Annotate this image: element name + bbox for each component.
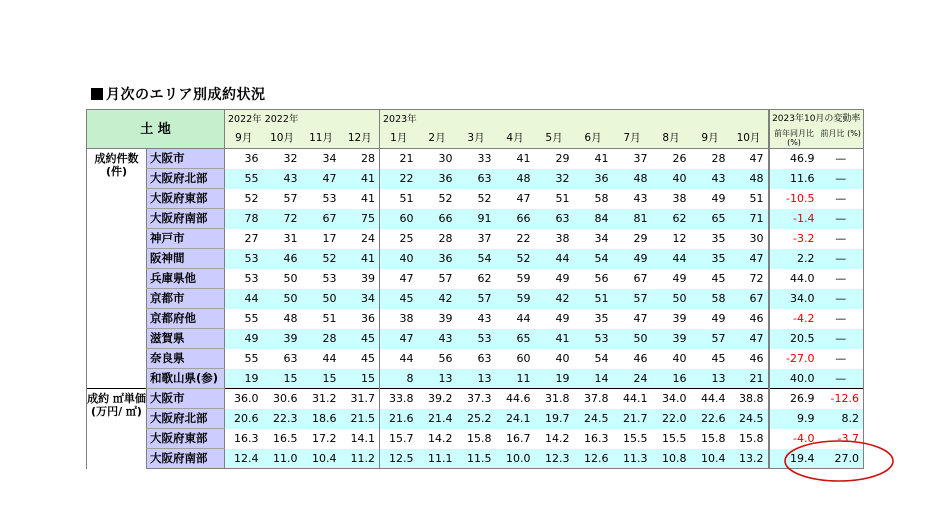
value-cell: 41	[535, 329, 574, 349]
value-cell: 52	[302, 249, 341, 269]
value-cell: 56	[594, 272, 609, 285]
value-cell: 46	[633, 352, 648, 365]
value-cell: 13	[691, 369, 730, 389]
month-header: 5月	[535, 129, 574, 149]
value-cell: 31.2	[302, 389, 341, 409]
yoy-change-cell: 2.2	[769, 249, 819, 269]
value-cell: 55	[244, 312, 259, 325]
value-cell: 44	[652, 249, 691, 269]
month-header: 6月	[574, 129, 613, 149]
value-cell: 51	[574, 289, 613, 309]
value-cell: 38	[672, 192, 687, 205]
month-header: 2月	[418, 129, 457, 149]
value-cell: 39	[438, 312, 453, 325]
value-cell: 47	[302, 169, 341, 189]
value-cell: 32	[535, 169, 574, 189]
section-label: 成約 ㎡単価 (万円/ ㎡)	[87, 389, 147, 469]
value-cell: 56	[438, 352, 453, 365]
value-cell: 47	[730, 249, 769, 269]
value-cell: 36	[418, 169, 457, 189]
value-cell: 14	[574, 369, 613, 389]
value-cell: 28	[361, 152, 375, 166]
value-cell: 15.8	[467, 432, 492, 445]
mom-change-cell: 27.0	[819, 449, 864, 469]
value-cell: 11.0	[263, 449, 302, 469]
value-cell: 12.6	[574, 449, 613, 469]
value-cell: 8	[380, 369, 418, 389]
value-cell: 60	[516, 352, 531, 365]
value-cell: 67	[633, 272, 648, 285]
value-cell: 33.8	[380, 389, 418, 409]
value-cell: 81	[613, 209, 652, 229]
value-cell: 36	[361, 312, 375, 325]
value-cell: 53	[244, 272, 259, 285]
value-cell: 67	[730, 289, 769, 309]
value-cell: 43	[691, 169, 730, 189]
value-cell: 34	[341, 289, 380, 309]
value-cell: 29	[633, 232, 648, 245]
value-cell: 40	[555, 352, 570, 365]
value-cell: 37	[477, 232, 492, 245]
value-cell: 11	[496, 369, 535, 389]
area-name: 和歌山県(参)	[147, 369, 225, 389]
value-cell: 35	[711, 232, 726, 245]
value-cell: 47	[380, 329, 418, 349]
value-cell: 24.5	[574, 409, 613, 429]
value-cell: 15.5	[662, 432, 687, 445]
value-cell: 15.8	[701, 432, 726, 445]
value-cell: 18.6	[302, 409, 341, 429]
value-cell: 33	[477, 152, 492, 166]
value-cell: 15.5	[623, 432, 648, 445]
value-cell: 12.5	[380, 449, 418, 469]
value-cell: 38	[555, 232, 570, 245]
value-cell: 22.3	[263, 409, 302, 429]
value-cell: 51	[322, 312, 337, 325]
value-cell: 21.7	[613, 409, 652, 429]
value-cell: 48	[283, 312, 298, 325]
value-cell: 14.2	[428, 432, 453, 445]
area-name: 兵庫県他	[147, 269, 225, 289]
value-cell: 37	[633, 152, 648, 166]
value-cell: 30	[749, 232, 764, 245]
yoy-change-cell: -1.4	[769, 209, 819, 229]
value-cell: 51	[380, 189, 418, 209]
value-cell: 49	[711, 312, 726, 325]
value-cell: 57	[283, 192, 298, 205]
value-cell: 40	[380, 249, 418, 269]
value-cell: 16.3	[584, 432, 609, 445]
area-name: 大阪府南部	[147, 449, 225, 469]
value-cell: 45	[341, 329, 380, 349]
value-cell: 25	[380, 229, 418, 249]
yoy-change-cell: 19.4	[769, 449, 819, 469]
value-cell: 35	[691, 249, 730, 269]
value-cell: 53	[225, 249, 263, 269]
land-header: 土 地	[87, 110, 225, 149]
value-cell: 36	[244, 152, 259, 166]
mom-change-cell: —	[819, 289, 864, 309]
value-cell: 62	[652, 209, 691, 229]
value-cell: 41	[361, 192, 375, 205]
value-cell: 43	[477, 312, 492, 325]
yoy-change-cell: -4.2	[769, 309, 819, 329]
value-cell: 50	[283, 272, 298, 285]
value-cell: 47	[749, 152, 764, 166]
value-cell: 43	[263, 169, 302, 189]
mom-change-cell: 8.2	[819, 409, 864, 429]
value-cell: 22	[380, 169, 418, 189]
value-cell: 53	[322, 192, 337, 205]
value-cell: 38.8	[730, 389, 769, 409]
value-cell: 32	[283, 152, 298, 166]
month-header: 10月	[263, 129, 302, 149]
value-cell: 57	[457, 289, 496, 309]
section-label: 成約件数 (件)	[87, 149, 147, 389]
value-cell: 36.0	[225, 389, 263, 409]
value-cell: 12.3	[535, 449, 574, 469]
value-cell: 13.2	[730, 449, 769, 469]
area-name: 大阪府北部	[147, 409, 225, 429]
value-cell: 45	[380, 289, 418, 309]
value-cell: 75	[341, 209, 380, 229]
value-cell: 11.1	[418, 449, 457, 469]
value-cell: 67	[302, 209, 341, 229]
value-cell: 41	[594, 152, 609, 166]
value-cell: 48	[613, 169, 652, 189]
value-cell: 16.5	[273, 432, 298, 445]
value-cell: 15.7	[380, 429, 418, 449]
value-cell: 63	[283, 352, 298, 365]
value-cell: 15	[263, 369, 302, 389]
value-cell: 44	[322, 352, 337, 365]
value-cell: 63	[457, 169, 496, 189]
value-cell: 11.2	[341, 449, 380, 469]
mom-change-cell: —	[819, 189, 864, 209]
value-cell: 17	[322, 232, 337, 245]
value-cell: 48	[730, 169, 769, 189]
value-cell: 46	[263, 249, 302, 269]
value-cell: 49	[225, 329, 263, 349]
month-header: 8月	[652, 129, 691, 149]
highlight-ellipse	[785, 441, 893, 481]
value-cell: 39	[672, 312, 687, 325]
value-cell: 49	[672, 272, 687, 285]
mom-change-cell: —	[819, 249, 864, 269]
value-cell: 45	[711, 352, 726, 365]
value-cell: 15.8	[739, 432, 764, 445]
value-cell: 39	[652, 329, 691, 349]
value-cell: 57	[438, 272, 453, 285]
value-cell: 58	[594, 192, 609, 205]
value-cell: 48	[496, 169, 535, 189]
area-name: 滋賀県	[147, 329, 225, 349]
value-cell: 41	[341, 249, 380, 269]
value-cell: 10.4	[691, 449, 730, 469]
value-cell: 21.6	[380, 409, 418, 429]
value-cell: 44.6	[496, 389, 535, 409]
value-cell: 50	[263, 289, 302, 309]
value-cell: 22	[516, 232, 531, 245]
value-cell: 21.5	[341, 409, 380, 429]
mom-change-cell: -3.7	[819, 429, 864, 449]
month-header: 1月	[380, 129, 418, 149]
month-header: 12月	[341, 129, 380, 149]
value-cell: 31.7	[341, 389, 380, 409]
yoy-header: 前年同月比 (%)	[769, 129, 819, 149]
value-cell: 57	[691, 329, 730, 349]
value-cell: 15	[341, 369, 380, 389]
value-cell: 51	[749, 192, 764, 205]
value-cell: 66	[418, 209, 457, 229]
yoy-change-cell: -10.5	[769, 189, 819, 209]
value-cell: 44	[516, 312, 531, 325]
value-cell: 54	[594, 352, 609, 365]
value-cell: 46	[749, 312, 764, 325]
value-cell: 19	[225, 369, 263, 389]
area-name: 京都市	[147, 289, 225, 309]
area-name: 大阪府東部	[147, 189, 225, 209]
value-cell: 65	[496, 329, 535, 349]
value-cell: 37.8	[574, 389, 613, 409]
value-cell: 52	[244, 192, 259, 205]
value-cell: 57	[613, 289, 652, 309]
value-cell: 17.2	[312, 432, 337, 445]
value-cell: 72	[749, 272, 764, 285]
year-2023-header: 2023年	[380, 110, 769, 130]
value-cell: 43	[418, 329, 457, 349]
yoy-change-cell: 40.0	[769, 369, 819, 389]
area-name: 阪神間	[147, 249, 225, 269]
value-cell: 58	[691, 289, 730, 309]
area-name: 京都府他	[147, 309, 225, 329]
value-cell: 31.8	[535, 389, 574, 409]
value-cell: 38	[380, 309, 418, 329]
value-cell: 14.1	[350, 432, 375, 445]
value-cell: 37.3	[457, 389, 496, 409]
value-cell: 44.4	[691, 389, 730, 409]
value-cell: 91	[457, 209, 496, 229]
value-cell: 13	[457, 369, 496, 389]
value-cell: 41	[341, 169, 380, 189]
value-cell: 24.1	[496, 409, 535, 429]
mom-change-cell: —	[819, 309, 864, 329]
value-cell: 78	[225, 209, 263, 229]
table-title-text: 月次のエリア別成約状況	[106, 87, 266, 103]
month-header: 9月	[225, 129, 263, 149]
value-cell: 72	[263, 209, 302, 229]
value-cell: 47	[380, 269, 418, 289]
mom-change-cell: —	[819, 169, 864, 189]
value-cell: 53	[322, 272, 337, 285]
value-cell: 65	[691, 209, 730, 229]
value-cell: 42	[535, 289, 574, 309]
value-cell: 63	[477, 352, 492, 365]
area-name: 大阪市	[147, 149, 225, 169]
value-cell: 66	[496, 209, 535, 229]
yoy-change-cell: 44.0	[769, 269, 819, 289]
value-cell: 71	[730, 209, 769, 229]
value-cell: 28	[302, 329, 341, 349]
value-cell: 10.4	[302, 449, 341, 469]
value-cell: 49	[613, 249, 652, 269]
value-cell: 60	[380, 209, 418, 229]
yoy-change-cell: 34.0	[769, 289, 819, 309]
mom-change-cell: —	[819, 209, 864, 229]
value-cell: 47	[730, 329, 769, 349]
value-cell: 84	[574, 209, 613, 229]
value-cell: 45	[361, 352, 375, 365]
yoy-change-cell: 9.9	[769, 409, 819, 429]
mom-header: 前月比 (%)	[819, 129, 864, 149]
value-cell: 53	[574, 329, 613, 349]
value-cell: 52	[496, 249, 535, 269]
value-cell: 12.4	[225, 449, 263, 469]
value-cell: 40	[672, 352, 687, 365]
area-name: 神戸市	[147, 229, 225, 249]
value-cell: 24.5	[730, 409, 769, 429]
area-name: 奈良県	[147, 349, 225, 369]
value-cell: 50	[302, 289, 341, 309]
value-cell: 54	[574, 249, 613, 269]
value-cell: 59	[516, 272, 531, 285]
value-cell: 50	[613, 329, 652, 349]
value-cell: 24	[613, 369, 652, 389]
year-2022-header: 2022年 2022年	[225, 110, 380, 130]
value-cell: 63	[535, 209, 574, 229]
yoy-change-cell: -4.0	[769, 429, 819, 449]
value-cell: 31	[283, 232, 298, 245]
value-cell: 44	[380, 349, 418, 369]
mom-change-cell: —	[819, 269, 864, 289]
mom-change-cell: —	[819, 369, 864, 389]
value-cell: 24	[361, 232, 375, 245]
yoy-change-cell: -27.0	[769, 349, 819, 369]
value-cell: 49	[555, 312, 570, 325]
value-cell: 36	[574, 169, 613, 189]
yoy-change-cell: -3.2	[769, 229, 819, 249]
value-cell: 29	[555, 152, 570, 166]
value-cell: 44	[225, 289, 263, 309]
value-cell: 52	[438, 192, 453, 205]
value-cell: 47	[633, 312, 648, 325]
value-cell: 19	[535, 369, 574, 389]
area-name: 大阪市	[147, 389, 225, 409]
value-cell: 22.6	[691, 409, 730, 429]
value-cell: 21	[730, 369, 769, 389]
value-cell: 54	[457, 249, 496, 269]
value-cell: 34	[594, 232, 609, 245]
value-cell: 30	[438, 152, 453, 166]
month-header: 11月	[302, 129, 341, 149]
value-cell: 34	[322, 152, 337, 166]
area-name: 大阪府南部	[147, 209, 225, 229]
month-header: 10月	[730, 129, 769, 149]
area-name: 大阪府東部	[147, 429, 225, 449]
value-cell: 42	[418, 289, 457, 309]
value-cell: 39.2	[418, 389, 457, 409]
value-cell: 45	[711, 272, 726, 285]
month-header: 7月	[613, 129, 652, 149]
value-cell: 25.2	[457, 409, 496, 429]
mom-change-cell: —	[819, 229, 864, 249]
value-cell: 36	[418, 249, 457, 269]
value-cell: 41	[516, 152, 531, 166]
value-cell: 51	[555, 192, 570, 205]
value-cell: 47	[516, 192, 531, 205]
value-cell: 39	[361, 272, 375, 285]
value-cell: 12	[672, 232, 687, 245]
value-cell: 53	[457, 329, 496, 349]
yoy-change-cell: 11.6	[769, 169, 819, 189]
mom-change-cell: -12.6	[819, 389, 864, 409]
value-cell: 28	[711, 152, 726, 166]
value-cell: 15	[302, 369, 341, 389]
value-cell: 46	[749, 352, 764, 365]
value-cell: 44	[535, 249, 574, 269]
value-cell: 43	[633, 192, 648, 205]
value-cell: 62	[477, 272, 492, 285]
month-header: 4月	[496, 129, 535, 149]
value-cell: 14.2	[545, 432, 570, 445]
value-cell: 26	[672, 152, 687, 166]
value-cell: 44.1	[613, 389, 652, 409]
yoy-change-cell: 26.9	[769, 389, 819, 409]
value-cell: 10.8	[652, 449, 691, 469]
value-cell: 50	[652, 289, 691, 309]
value-cell: 16.7	[506, 432, 531, 445]
value-cell: 40	[652, 169, 691, 189]
value-cell: 49	[711, 192, 726, 205]
value-cell: 52	[477, 192, 492, 205]
value-cell: 21	[380, 149, 418, 169]
mom-change-cell: —	[819, 349, 864, 369]
value-cell: 22.0	[652, 409, 691, 429]
month-header: 3月	[457, 129, 496, 149]
yoy-change-cell: 20.5	[769, 329, 819, 349]
value-cell: 34.0	[652, 389, 691, 409]
value-cell: 20.6	[225, 409, 263, 429]
value-cell: 16.3	[234, 432, 259, 445]
value-cell: 49	[555, 272, 570, 285]
value-cell: 11.5	[457, 449, 496, 469]
value-cell: 59	[496, 289, 535, 309]
value-cell: 13	[418, 369, 457, 389]
mom-change-cell: —	[819, 149, 864, 169]
value-cell: 28	[438, 232, 453, 245]
value-cell: 16	[652, 369, 691, 389]
value-cell: 27	[244, 232, 259, 245]
yoy-change-cell: 46.9	[769, 149, 819, 169]
month-header: 9月	[691, 129, 730, 149]
value-cell: 55	[244, 352, 259, 365]
mom-change-cell: —	[819, 329, 864, 349]
value-cell: 30.6	[263, 389, 302, 409]
value-cell: 35	[594, 312, 609, 325]
value-cell: 19.7	[535, 409, 574, 429]
change-rate-header: 2023年10月の変動率	[769, 110, 864, 130]
value-cell: 55	[225, 169, 263, 189]
value-cell: 21.4	[418, 409, 457, 429]
value-cell: 10.0	[496, 449, 535, 469]
value-cell: 39	[263, 329, 302, 349]
area-name: 大阪府北部	[147, 169, 225, 189]
value-cell: 11.3	[613, 449, 652, 469]
